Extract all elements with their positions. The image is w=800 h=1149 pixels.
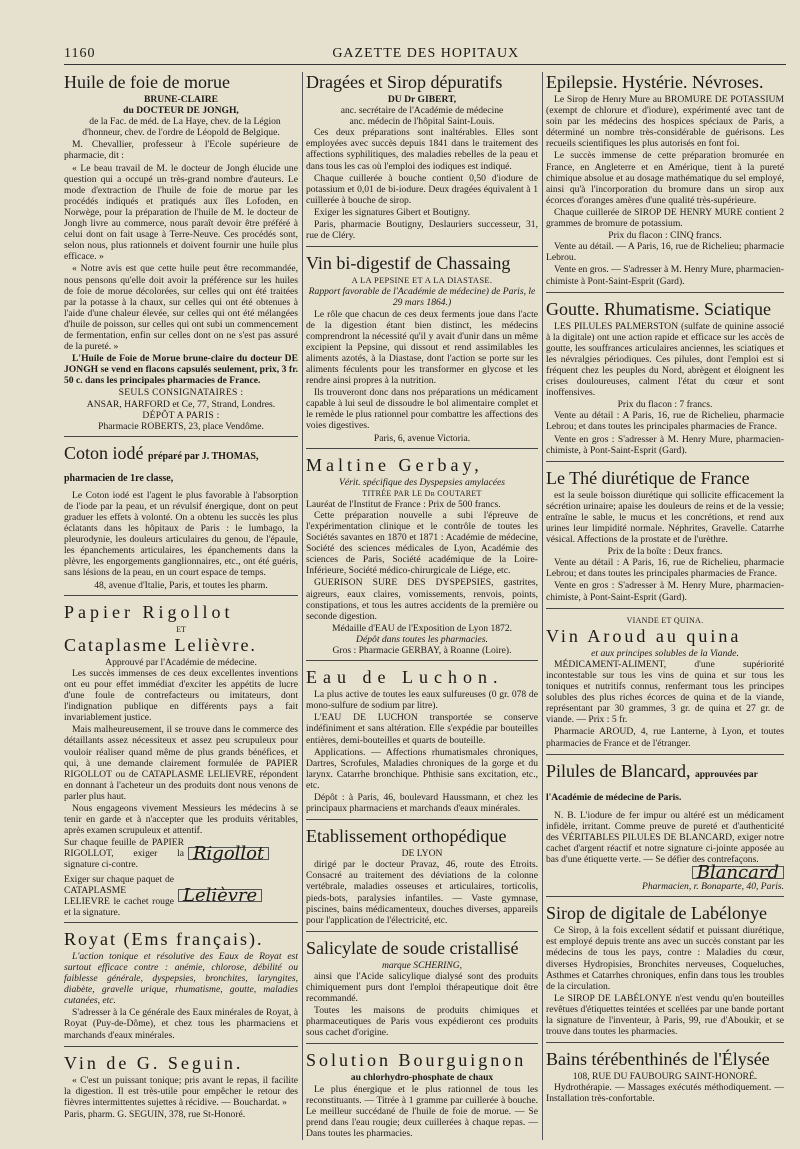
- ad-title-line: [546, 762, 784, 808]
- column-2: [306, 70, 538, 1140]
- signature-row: [64, 837, 298, 870]
- ad-text: Rapport favorable de l'Académie de médecine) de Paris, le 29 mars 1864.): [308, 286, 536, 309]
- ad-text: GUERISON SURE DES DYSPEPSIES, gastrites, aigreurs, eaux claires, vomissements, renvois, points, constipations, et tous les autres accidents de la première ou seconde digestion.: [306, 577, 538, 622]
- ad-text: M. Chevallier, professeur à l'Ecole supérieure de pharmacie, dit :: [64, 139, 298, 162]
- ad-text: MÉDICAMENT-ALIMENT, d'une supériorité incontestable sur tous les vins de quina et sur tous les toniques et nutritifs connus, renfermant tous les principes solubles des plus riches écorces de quina et de la viande, représentant par 30 grammes, 3 gr. de quina et 27 gr. de viande. — Prix : 5 fr.: [546, 658, 784, 726]
- ad-price: Prix de la boîte : Deux francs.: [607, 546, 723, 558]
- ad-text: Ces deux préparations sont inaltérables. Elles sont employées avec succès depuis 1841 dans le traitement des affections syphilitiques, des maladies rebelles de la peau et dans tous les cas où l'emploi des iodiques est indiqué.: [306, 127, 538, 172]
- ad-bains-elysee: [546, 1047, 784, 1109]
- ad-goutte-rhumatisme: [546, 297, 784, 462]
- ad-address: Paris, pharmacie Boutigny, Deslauriers successeur, 31, rue de Cléry.: [306, 219, 538, 242]
- ad-text: Médaille d'EAU de l'Exposition de Lyon 1872.: [331, 622, 513, 634]
- ad-title: Maltine Gerbay,: [306, 454, 483, 475]
- ad-address: Pharmacie AROUD, 4, rue Lanterne, à Lyon, et toutes pharmacies de France et de l'étranger.: [546, 726, 784, 749]
- ad-royat: [64, 927, 298, 1047]
- ad-address: S'adresser à la Ce générale des Eaux minérales de Royat, à Royat (Puy-de-Dôme), et chez tous les pharmaciens et marchands d'eaux minérales.: [64, 1007, 298, 1041]
- ad-text: est la seule boisson diurétique qui sollicite efficacement la sécrétion urinaire; apaise les douleurs de reins et de la vessie; entraîne le sable, le mucus et les concrétions, et rend aux urines leur limpidité normale. Néphrites, Gravelle. Catarrhe vésical. Affections de la prostate et de l'urèthre.: [546, 489, 784, 546]
- ad-text: La plus active de toutes les eaux sulfureuses (0 gr. 078 de mono-sulfure de sodium par litre).: [306, 689, 538, 712]
- ad-vin-seguin: [64, 1051, 298, 1124]
- ad-text: Le SIROP DE LABÉLONYE n'est vendu qu'en bouteilles revêtues d'étiquettes teintées et scellées par une bande portant la signature de l'inventeur, à Paris, 99, rue d'Aboukir, et se trouve dans toutes les pharmacies.: [546, 992, 784, 1038]
- ad-solution-bourguignon: [306, 1048, 538, 1140]
- ad-text: DÉPÔT A PARIS :: [142, 409, 220, 421]
- signature-row: [64, 874, 298, 918]
- ad-title: Papier Rigollot: [64, 601, 234, 622]
- ad-address: Pharmacie ROBERTS, 23, place Vendôme.: [98, 420, 264, 432]
- ad-text: Vente au détail : A Paris, 16, rue de Richelieu, pharmacie Lebrou; et dans toutes les principales pharmacies de France.: [546, 557, 784, 580]
- ad-text: L'Huile de Foie de Morue brune-claire du docteur DE JONGH se vend en flacons capsulés seulement, prix, 3 fr. 50 c. dans les principales pharmacies de France.: [64, 353, 298, 387]
- ad-title-line: [64, 444, 298, 488]
- ad-text: de la Fac. de méd. de La Haye, chev. de la Légion d'honneur, chev. de l'ordre de Léopold de Belgique.: [82, 116, 281, 139]
- ad-title: Goutte. Rhumatisme. Sciatique: [546, 298, 771, 319]
- ad-subtitle: au chlorhydro-phosphate de chaux: [350, 1072, 494, 1084]
- ad-text: Applications. — Affections rhumatismales chroniques, Dartres, Scrofules, Maladies chroniques de la gorge et du larynx. Catarrhe bronchique. Phthisie sans excitation, etc., etc.: [306, 746, 538, 791]
- ad-text: Chaque cuillerée de SIROP DE HENRY MURE contient 2 grammes de bromure de potassium.: [546, 206, 784, 230]
- ad-title: Sirop de digitale de Labélonye: [546, 903, 767, 924]
- ad-eau-luchon: [306, 665, 538, 820]
- ad-text: Lauréat de l'Institut de France : Prix de 500 francs.: [306, 498, 501, 510]
- ad-text: Le succès immense de cette préparation bromurée en France, en Angleterre et en Amérique, tient à la pureté chimique absolue et au dosage mathématique du sel employé, ainsi qu'à l'incorporation du bromure dans un sirop aux écorces d'oranges amères d'une qualité très-supérieure.: [546, 150, 784, 206]
- ad-text: Vente au détail. — A Paris, 16, rue de Richelieu; pharmacie Lebrou.: [546, 241, 784, 264]
- ad-text: « Notre avis est que cette huile peut être recommandée, nous pensons qu'elle doit avoir la préférence sur les huiles de foie de morue décolorées, sur celles qui ont été traitées par la potasse à la chaux, sur celles qui ont été obtenues à l'aide d'une chaleur élevée, sur celles qui ont été mélangées d'huile de poisson, sur celles qui ont subi un commencement de fermentation, enfin sur celles dont on ne s'est pas assuré de la pureté. »: [64, 263, 298, 353]
- column-3: [546, 70, 784, 1140]
- ad-subtitle: BRUNE-CLAIRE: [143, 94, 219, 105]
- ad-text: Hydrothérapie. — Massages exécutés méthodiquement. — Installation très-confortable.: [546, 1082, 784, 1105]
- ad-text: Toutes les maisons de produits chimiques et pharmaceutiques de Paris vous expédieront ces produits sous cachet d'origine.: [306, 1005, 538, 1039]
- ad-text: Vente au détail : A Paris, 16, rue de Richelieu, pharmacie Lebrou; et dans toutes les principales pharmacies de France.: [546, 410, 784, 433]
- signature-blancard: Blancard: [692, 866, 784, 879]
- ad-text: Ils trouveront donc dans nos préparations un médicament capable à lui seul de dissoudre le bol alimentaire complet et le remède le plus rationnel pour combattre les affections des voies digestives.: [306, 387, 538, 432]
- ad-vin-chassaing: [306, 251, 538, 448]
- ad-text: « C'est un puissant tonique; pris avant le repas, il facilite la digestion. Il est très-utile pour empêcher le retour des fièvres intermittentes sujettes à récidive. — Bouchardat. »: [64, 1074, 298, 1108]
- ad-title: Huile de foie de morue: [64, 72, 230, 92]
- ad-the-diuretique: [546, 466, 784, 609]
- column-divider: [542, 72, 543, 1140]
- ad-subtitle: approuvées par l'Académie de médecine de Paris.: [546, 769, 758, 803]
- page-number: 1160: [64, 46, 96, 61]
- ad-text: LES PILULES PALMERSTON (sulfate de quinine associé à la digitale) ont une action rapide et efficace sur les accès de goutte, les souffrances articulaires anciennes, les sciatiques et les névralgies périodiques. Ces pilules, dont l'emploi est si fréquent chez les peuples du Nord, abrègent et éloignent les crises douloureuses, calment l'état du cœur et sont inoffensives.: [546, 320, 784, 399]
- ad-text: Exiger les signatures Gibert et Boutigny.: [314, 206, 471, 218]
- ad-address: Paris, pharm. G. SEGUIN, 378, rue St-Honoré.: [64, 1108, 246, 1120]
- ad-dragees-gibert: [306, 70, 538, 247]
- ad-title: Royat (Ems français).: [64, 928, 264, 949]
- ad-title: Salicylate de soude cristallisé: [306, 937, 519, 958]
- ad-maltine-gerbay: [306, 453, 538, 662]
- ad-text: Ce Sirop, à la fois excellent sédatif et puissant diurétique, est employé depuis trente ans avec un succès constant par les médecins de tous les pays, contre : Maladies du cœur, diverses Hydropisies, Bronchites nerveuses, Coqueluches, Asthmes et Catarrhes chroniques, enfin dans tous les troubles de la circulation.: [546, 925, 784, 992]
- ad-text: Sur chaque feuille de PAPIER RIGOLLOT, exiger la signature ci-contre.: [64, 837, 184, 871]
- ad-address: Paris, 6, avenue Victoria.: [373, 432, 471, 444]
- ad-salicylate-soude: [306, 936, 538, 1045]
- ad-title: Solution Bourguignon: [306, 1050, 527, 1071]
- ad-text: Le plus énergique et le plus rationnel de tous les reconstituants. — Titrée à 1 gramme par cuillerée à bouche. Le meilleur succédané de l'huile de foie de morue. — Se prend dans l'eau rougie; deux cuillerées à chaque repas. — Dans toutes les pharmacies.: [306, 1083, 538, 1139]
- ad-title: Pilules de Blancard,: [546, 760, 691, 781]
- ad-address: Pharmacien, r. Bonaparte, 40, Paris.: [641, 881, 784, 893]
- ad-address: 48, avenue d'Italie, Paris, et toutes les pharm.: [94, 579, 268, 591]
- ad-subtitle: DU Dr GIBERT,: [387, 94, 457, 105]
- ad-coton-iode: [64, 441, 298, 596]
- ad-text: ET: [176, 624, 186, 634]
- ad-title: Vin de G. Seguin.: [64, 1052, 244, 1073]
- ad-sirop-labelonye: [546, 901, 784, 1043]
- ad-subtitle: du DOCTEUR DE JONGH,: [123, 105, 239, 117]
- ad-text: N. B. L'iodure de fer impur ou altéré est un médicament infidèle, irritant. Comme preuve de pureté et d'authenticité des VÉRITABLES PILULES DE BLANCARD, exiger notre cachet d'argent réactif et notre signature ci-jointe apposée au bas d'une étiquette verte. — Se défier des contrefaçons.: [546, 809, 784, 865]
- ad-price: Prix du flacon : 7 francs.: [617, 399, 713, 411]
- ad-text: « Le beau travail de M. le docteur de Jongh élucide une question qui a occupé un très-grand nombre d'auteurs. Le mode d'extraction de l'huile de foie de morue par les procédés indiqués et pratiqués aux îles Lofoden, en Norwège, pour la préparation de l'huile de M. le docteur de Jongh livre au commerce, nous paraît devoir être préféré à celui dont on fait usage à Terre-Neuve. Ces procédés sont, selon nous, plus rationnels et doivent fournir une huile plus efficace. »: [64, 162, 298, 263]
- ad-subtitle: Vérit. spécifique des Dyspepsies amylacées: [339, 476, 505, 488]
- ad-etablissement-orthopedique: [306, 824, 538, 932]
- ad-text: Dépôt dans toutes les pharmacies.: [356, 633, 488, 645]
- ad-text: Approuvé par l'Académie de médecine.: [105, 656, 257, 668]
- ad-title: Coton iodé: [64, 442, 144, 463]
- signature-lelievre: Lelièvre: [178, 889, 262, 902]
- ad-address: ANSAR, HARFORD et Ce, 77, Strand, Londres.: [86, 398, 276, 410]
- ad-title: Cataplasme Lelièvre.: [64, 634, 257, 655]
- ad-text: Vente en gros. — S'adresser à M. Henry Mure, pharmacien-chimiste à Pont-Saint-Esprit (Gard).: [546, 264, 784, 287]
- ad-subtitle: A LA PEPSINE ET A LA DIASTASE.: [351, 275, 493, 286]
- ad-title: Eau de Luchon.: [306, 667, 504, 688]
- ad-text: TITRÉE PAR LE Dr COUTARET: [362, 488, 482, 498]
- ad-text: Le Coton iodé est l'agent le plus favorable à l'absorption de l'iode par la peau, et un révulsif énergique, dont on peut graduer les effets à volonté. On a obtenu les succès les plus éclatants dans les hôpitaux de Paris : le lumbago, la pleurodynie, les douleurs articulaires du genou, de l'épaule, les épanchements articulaires, les épanchements dans la plèvre, les engorgements ganglionnaires, etc., ont été guéris, sans lésions de la peau, en un court espace de temps.: [64, 489, 298, 579]
- ad-text: L'action tonique et résolutive des Eaux de Royat est surtout efficace contre : anémie, chlorose, débilité ou faiblesse générale, dyspepsies, bronchites, laryngites, diabète, gravelle urique, rhumatisme, goutte, maladies cutanées, etc.: [64, 950, 298, 1007]
- ad-address: Dépôt : à Paris, 46, boulevard Haussmann, et chez les principaux pharmaciens et marchands d'eaux minérales.: [306, 791, 538, 815]
- ad-title: Vin Aroud au quina: [546, 625, 742, 646]
- signature-rigollot: Rigollot: [188, 847, 269, 860]
- ad-title: Dragées et Sirop dépuratifs: [306, 72, 503, 92]
- publication-title: GAZETTE DES HOPITAUX: [332, 46, 520, 61]
- ad-text: Les succès immenses de ces deux excellentes inventions ont eu pour effet immédiat d'exciter les appétits de lucre d'une foule de contrefacteurs ou imitateurs, dont l'indignation publique en différents pays a fait invariablement justice.: [64, 667, 298, 724]
- ad-huile-foie-morue: [64, 70, 298, 437]
- ad-text: SEULS CONSIGNATAIRES :: [118, 387, 244, 399]
- ad-text: Nous engageons vivement Messieurs les médecins à se tenir en garde et à n'accepter que les produits véritables, après examen scrupuleux et attentif.: [64, 802, 298, 837]
- ad-text: Le rôle que chacun de ces deux ferments joue dans l'acte de la digestion étant bien distinct, les médecins comprendront la nécessité qu'il y avait d'unir dans un même excipient la Pepsine, qui dissout et rend assimilables les aliments azotés, à la Diastase, dont l'action se porte sur les aliments féculents pour les transformer en glycose et les rendre ainsi propres à la nutrition.: [306, 308, 538, 387]
- ad-subtitle: et aux principes solubles de la Viande.: [591, 647, 739, 659]
- ad-text: dirigé par le docteur Pravaz, 46, route des Etroits. Consacré au traitement des déviations de la colonne vertébrale, maladies osseuses et articulaires, torticolis, pieds-bots, paralysies infantiles. — Vaste gymnase, piscines, bains médicamenteux, douches diverses, appareils pour l'application de l'électricité, etc.: [306, 859, 538, 926]
- ad-text: Le Sirop de Henry Mure au BROMURE DE POTASSIUM (exempt de chlorure et d'iodure), expérimenté avec tant de soin par les médecins des hospices spéciaux de Paris, a déterminé un nombre très-considérable de guérisons. Les recueils scientifiques les plus autorisés en font foi.: [546, 94, 784, 150]
- ad-text: ainsi que l'Acide salicylique dialysé sont des produits chimiquement purs dont l'emploi thérapeutique doit être recommandé.: [306, 970, 538, 1005]
- ad-subtitle: marque SCHERING,: [381, 959, 463, 971]
- ad-text: Cette préparation nouvelle a subi l'épreuve de l'expérimentation clinique et le contrôle de toutes les Sociétés savantes en 1870 et 1871 : Académie de médecine, Société des sciences médicales de Lyon, Académie des sciences de Paris, Société académique de la Loire-Inférieure, Société médico-chirurgicale de Liége, etc.: [306, 509, 538, 577]
- ad-text: Vente en gros : S'adresser à M. Henry Mure, pharmacien-chimiste, à Pont-Saint-Esprit (Gard).: [546, 433, 784, 456]
- ad-address: 108, RUE DU FAUBOURG SAINT-HONORÉ.: [572, 1071, 758, 1083]
- ad-text: anc. secrétaire de l'Académie de médecine: [340, 105, 504, 117]
- header-rule: [64, 64, 786, 65]
- ad-title: Epilepsie. Hystérie. Névroses.: [546, 72, 764, 92]
- ad-address: Gros : Pharmacie GERBAY, à Roanne (Loire).: [332, 645, 512, 657]
- ad-price: Prix du flacon : CINQ francs.: [608, 230, 722, 242]
- ad-papier-rigollot: [64, 600, 298, 923]
- page-header: [64, 40, 786, 62]
- ad-title: Le Thé diurétique de France: [546, 467, 750, 488]
- ad-text: L'EAU DE LUCHON transportée se conserve indéfiniment et sans altération. Elle s'expédie par bouteilles entières, demi-bouteilles et quarts de bouteille.: [306, 712, 538, 746]
- ad-text: Chaque cuillerée à bouche contient 0,50 d'iodure de potassium et 0,01 de bi-iodure. Deux dragées équivalent à 1 cuillerée à bouche de sirop.: [306, 172, 538, 206]
- column-1: [64, 70, 298, 1140]
- ad-subtitle: préparé par J. THOMAS, pharmacien de 1re classe,: [64, 450, 259, 484]
- ad-text: Mais malheureusement, il se trouve dans le commerce des détaillants assez nécessiteux et assez peu scrupuleux pour vouloir réaliser quand même de plus grands bénéfices, et qui, à une demande clairement formulée de PAPIER RIGOLLOT ou de CATAPLASME LELIEVRE, répondent en donnant à l'acheteur un des produits dont nous venons de parler plus haut.: [64, 724, 298, 802]
- ad-title: Etablissement orthopédique: [306, 826, 507, 847]
- column-divider: [302, 72, 303, 1140]
- ad-subtitle: DE LYON: [401, 848, 443, 860]
- ad-text: anc. médecin de l'hôpital Saint-Louis.: [349, 116, 495, 128]
- ad-title: Bains térébenthinés de l'Élysée: [546, 1049, 770, 1070]
- ad-text: Vente en gros : S'adresser à M. Henry Mure, pharmacien-chimiste, à Pont-Saint-Esprit (Gard).: [546, 580, 784, 603]
- ad-epilepsie: [546, 70, 784, 293]
- ad-title: Vin bi-digestif de Chassaing: [306, 253, 511, 274]
- ad-pilules-blancard: [546, 759, 784, 898]
- ad-kicker: VIANDE ET QUINA.: [626, 615, 704, 625]
- ad-vin-aroud: [546, 613, 784, 755]
- ad-text: Exiger sur chaque paquet de CATAPLASME LELIEVRE le cachet rouge et la signature.: [64, 873, 174, 918]
